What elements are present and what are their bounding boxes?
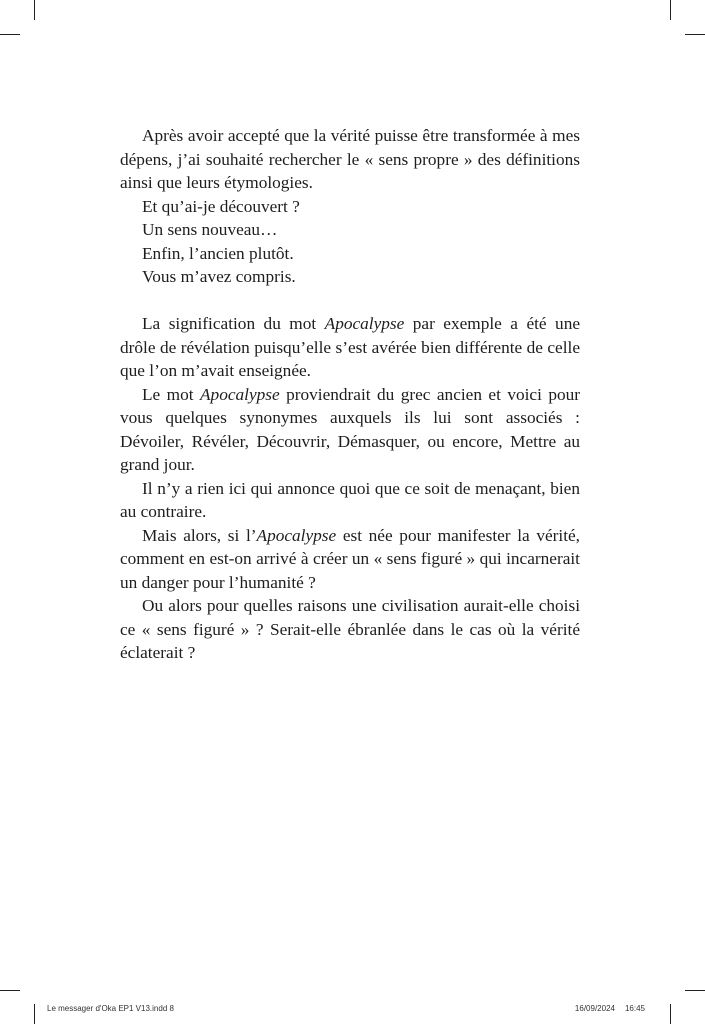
slug-file-info: Le messager d'Oka EP1 V13.indd 8 [47,1004,174,1013]
paragraph-sens-nouveau: Un sens nouveau… [142,220,278,239]
slug-date: 16/09/2024 [574,1004,615,1013]
crop-mark-top-left-h [0,34,20,35]
paragraph-compris: Vous m’avez compris. [142,267,296,286]
crop-mark-bottom-right [670,1004,671,1024]
paragraph-question: Et qu’ai-je découvert ? [142,196,300,216]
paragraph-sens-figure [120,524,580,595]
paragraph-verite: Après avoir accepté que la vérité puisse être transformée à mes dépens, j’ai souhaité rechercher le « sens propre » des définitions ainsi que leurs étymologies. [120,126,580,192]
text-run: La signification du mot [142,314,325,333]
paragraph-gap [120,289,580,313]
paragraph-civilisation: Ou alors pour quelles raisons une civilisation aurait-elle choisi ce « sens figuré » ? Serait-elle ébranlée dans le cas où la vérité éclaterait ? [120,596,580,662]
paragraph-ancien: Enfin, l’ancien plutôt. [142,243,294,263]
crop-mark-top-left [34,0,35,20]
crop-mark-bottom-right-h [685,990,705,991]
paragraph-grec-ancien [120,383,580,477]
italic-word: Apocalypse [200,384,280,404]
slug-time: 16:45 [624,1004,645,1013]
text-run: est née pour manifester la vérité, comment en est-on arrivé à créer un « sens figuré » qui incarnerait un danger pour l’humanité ? [120,525,580,592]
text-run: Mais alors, si l’ [142,525,257,545]
crop-mark-bottom-left-h [0,990,20,991]
crop-mark-bottom-left [34,1004,35,1024]
italic-word: Apocalypse [256,525,337,545]
paragraph-menacant: Il n’y a rien ici qui annonce quoi que ce soit de menaçant, bien au contraire. [120,478,580,521]
text-run: par exemple a été une drôle de révélation puisqu’elle s’est avérée bien différente de celle que l’on m’avait enseignée. [120,314,581,380]
slug-timestamp [575,1004,645,1013]
text-run: Le mot [142,384,200,404]
text-run: proviendrait du grec ancien et voici pour vous quelques synonymes auxquels ils lui sont associés : Dévoiler, Révéler, Découvrir, Démasquer, ou encore, Mettre au grand jour. [120,384,580,474]
crop-mark-top-right [670,0,671,20]
paragraph-signification [120,312,580,383]
italic-word: Apocalypse [324,314,405,333]
book-page-text [120,124,580,665]
crop-mark-top-right-h [685,34,705,35]
